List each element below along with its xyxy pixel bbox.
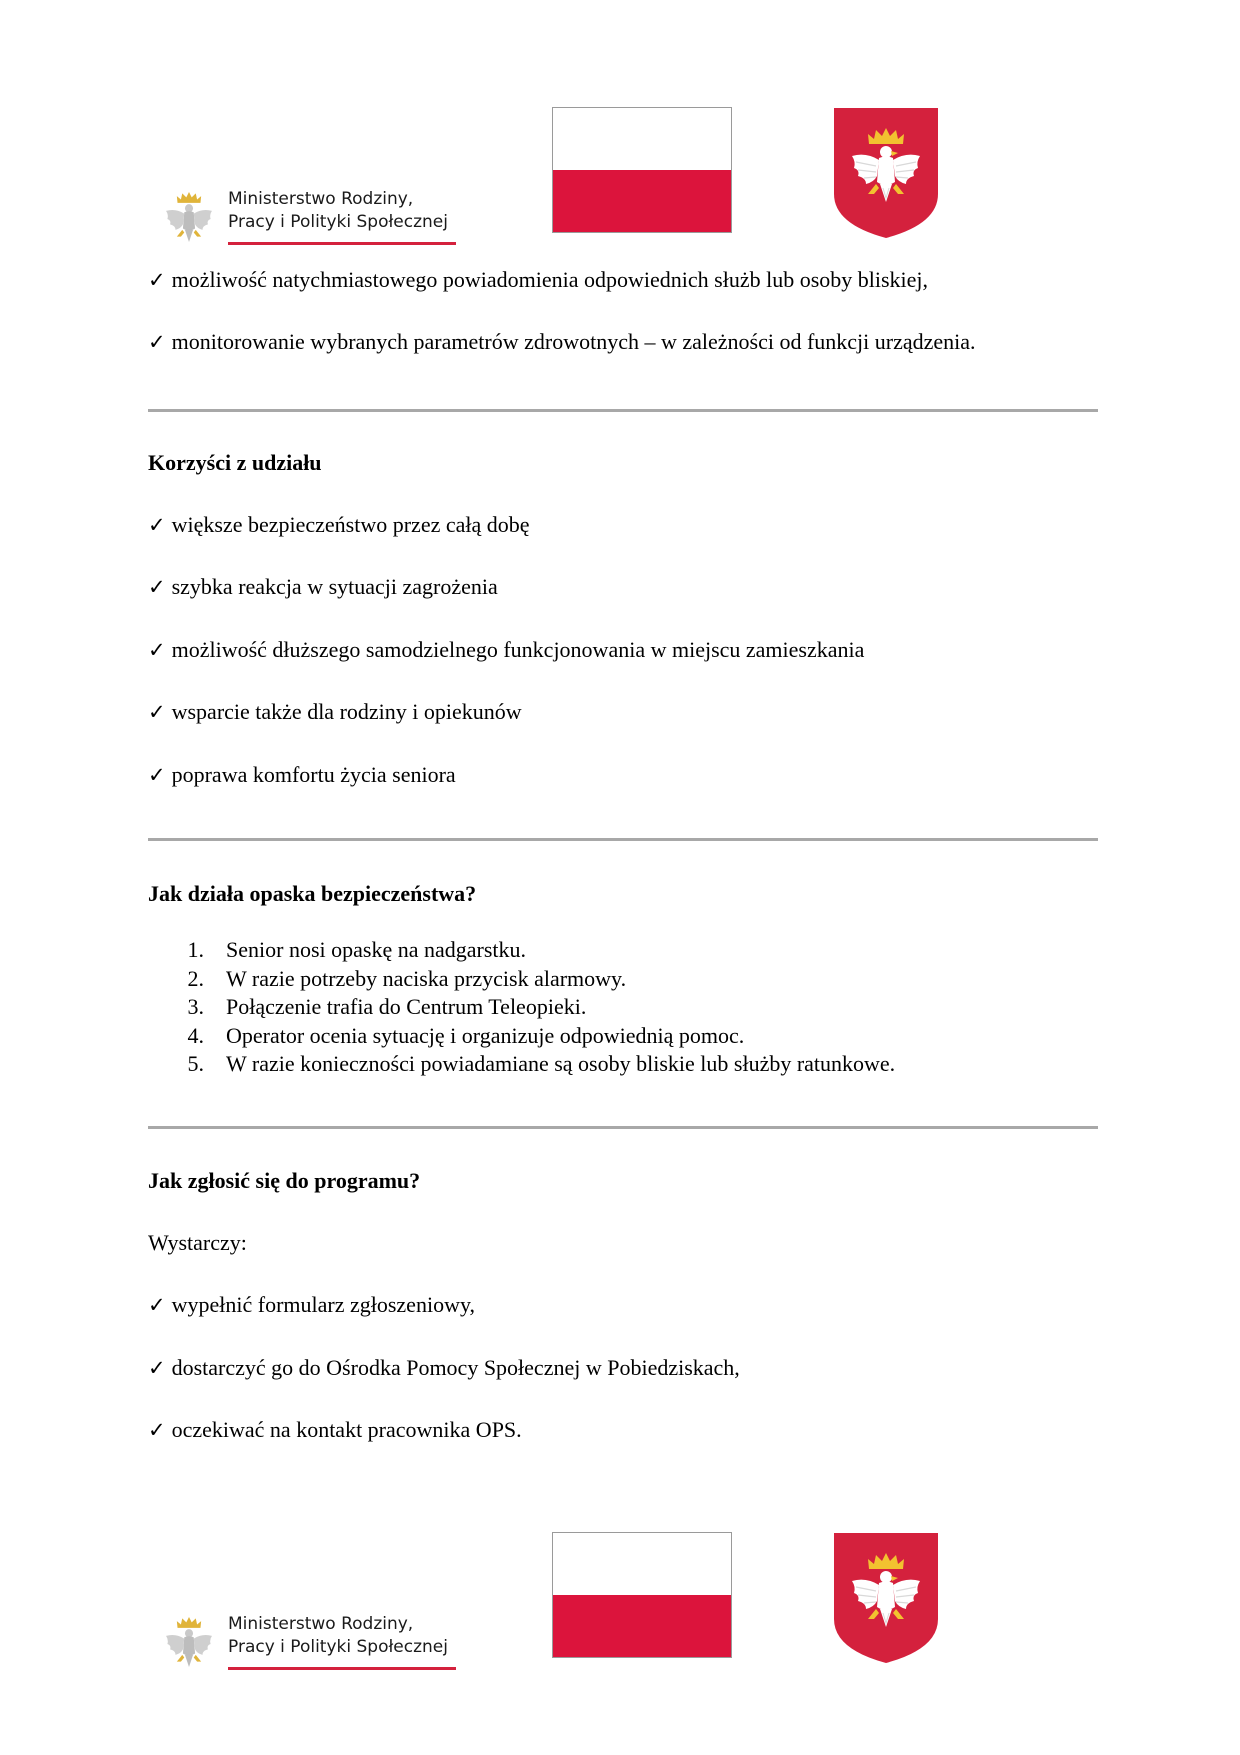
flag-red-stripe	[553, 1595, 731, 1657]
step-item	[148, 1050, 895, 1079]
page-header	[0, 100, 1240, 240]
ministry-eagle-icon	[162, 186, 216, 248]
apply-item	[148, 1354, 740, 1382]
ministry-name	[228, 188, 448, 234]
ministry-name	[228, 1613, 448, 1659]
check-icon: ✓	[148, 330, 166, 354]
benefits-heading: Korzyści z udziału	[148, 450, 322, 475]
check-icon: ✓	[148, 1418, 166, 1442]
flag-white-stripe	[553, 108, 731, 170]
step-number: 1.	[187, 937, 204, 962]
check-icon: ✓	[148, 513, 166, 537]
check-icon: ✓	[148, 1356, 166, 1380]
step-text: W razie potrzeby naciska przycisk alarmowy.	[226, 965, 627, 991]
benefit-item-text: poprawa komfortu życia seniora	[171, 762, 456, 787]
intro-item-text: możliwość natychmiastowego powiadomienia odpowiednich służb lub osoby bliskiej,	[171, 267, 929, 292]
section-divider	[148, 838, 1098, 841]
benefit-item-text: wsparcie także dla rodziny i opiekunów	[171, 699, 522, 724]
check-icon: ✓	[148, 1293, 166, 1317]
step-text: W razie konieczności powiadamiane są osoby bliskie lub służby ratunkowe.	[226, 1051, 896, 1076]
apply-heading: Jak zgłosić się do programu?	[148, 1168, 421, 1193]
step-number: 3.	[187, 994, 204, 1019]
step-item	[148, 936, 895, 965]
ministry-name-line1: Ministerstwo Rodziny,	[228, 189, 414, 209]
check-icon: ✓	[148, 268, 166, 292]
step-number: 5.	[187, 1051, 204, 1076]
step-item	[148, 965, 895, 994]
check-icon: ✓	[148, 763, 166, 787]
benefit-item	[148, 511, 530, 539]
how-it-works-heading: Jak działa opaska bezpieczeństwa?	[148, 881, 477, 906]
step-item	[148, 1022, 895, 1051]
apply-intro: Wystarczy:	[148, 1230, 247, 1255]
intro-item-text: monitorowanie wybranych parametrów zdrowotnych – w zależności od funkcji urządzenia.	[171, 329, 976, 354]
apply-item	[148, 1291, 475, 1319]
check-icon: ✓	[148, 700, 166, 724]
ministry-logo	[162, 186, 462, 236]
ministry-underline	[228, 242, 456, 245]
benefit-item-text: większe bezpieczeństwo przez całą dobę	[171, 512, 530, 537]
polish-coat-of-arms-icon	[832, 106, 940, 240]
ministry-name-line2: Pracy i Polityki Społecznej	[228, 212, 448, 232]
apply-item-text: wypełnić formularz zgłoszeniowy,	[171, 1292, 476, 1317]
ministry-name-line2: Pracy i Polityki Społecznej	[228, 1637, 448, 1657]
how-it-works-steps	[148, 936, 895, 1079]
apply-item-text: dostarczyć go do Ośrodka Pomocy Społecznej w Pobiedziskach,	[171, 1355, 740, 1380]
benefit-item	[148, 698, 522, 726]
check-icon: ✓	[148, 575, 166, 599]
flag-red-stripe	[553, 170, 731, 232]
step-number: 4.	[187, 1022, 204, 1048]
step-text: Operator ocenia sytuację i organizuje odpowiednią pomoc.	[226, 1022, 745, 1048]
step-item	[148, 993, 895, 1022]
benefit-item	[148, 761, 456, 789]
step-number: 2.	[187, 965, 204, 991]
ministry-eagle-icon	[162, 1611, 216, 1673]
polish-coat-of-arms-icon	[832, 1531, 940, 1665]
benefit-item-text: możliwość dłuższego samodzielnego funkcjonowania w miejscu zamieszkania	[171, 637, 865, 662]
check-icon: ✓	[148, 638, 166, 662]
flag-white-stripe	[553, 1533, 731, 1595]
polish-flag	[552, 107, 732, 233]
benefit-item	[148, 636, 864, 664]
apply-item	[148, 1416, 522, 1444]
section-divider	[148, 409, 1098, 412]
page-footer	[0, 1525, 1240, 1665]
ministry-logo	[162, 1611, 462, 1661]
step-text: Połączenie trafia do Centrum Teleopieki.	[226, 994, 587, 1019]
apply-item-text: oczekiwać na kontakt pracownika OPS.	[171, 1417, 522, 1442]
intro-item	[148, 328, 976, 356]
section-divider	[148, 1126, 1098, 1129]
ministry-name-line1: Ministerstwo Rodziny,	[228, 1614, 414, 1634]
step-text: Senior nosi opaskę na nadgarstku.	[226, 937, 526, 962]
polish-flag	[552, 1532, 732, 1658]
benefit-item-text: szybka reakcja w sytuacji zagrożenia	[171, 574, 498, 599]
ministry-underline	[228, 1667, 456, 1670]
benefit-item	[148, 573, 498, 601]
intro-item	[148, 266, 928, 294]
